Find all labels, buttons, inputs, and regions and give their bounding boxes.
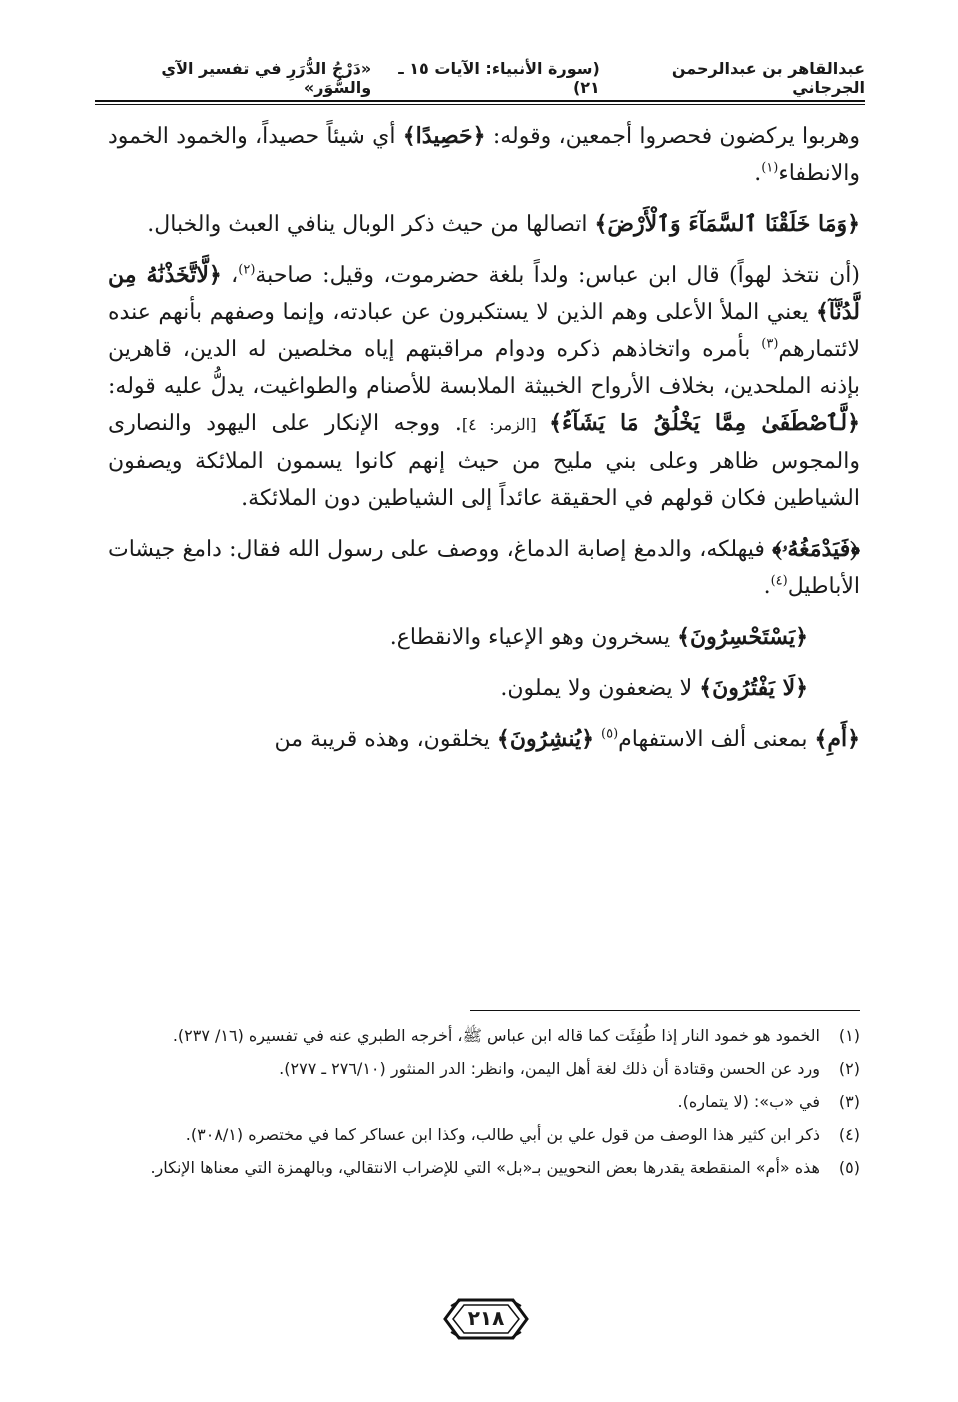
page-number: ٢١٨ [467, 1306, 505, 1330]
footnote-number: (٢) [838, 1059, 860, 1078]
footnote-text: الخمود هو خمود النار إذا طُفِئَت كما قاله ابن عباس ﷺ، أخرجه الطبري عنه في تفسيره (١٦/ ٢٣٧). [172, 1026, 820, 1045]
quran-quote: ﴿أَمِ﴾ [814, 726, 860, 752]
paragraph-7: ﴿أَمِ﴾ بمعنى ألف الاستفهام$^{(٥)}$ ﴿يُنشِرُونَ﴾ يخلقون، وهذه قريبة من [274, 726, 860, 752]
quran-quote: ﴿لَّٱصْطَفَىٰ مِمَّا يَخْلُقُ مَا يَشَآءُ﴾ [549, 410, 860, 436]
quran-quote: ﴿وَمَا خَلَقْنَا ٱلسَّمَآءَ وَٱلْأَرْضَ﴾ [594, 211, 860, 237]
quran-quote: ﴿لَا يَفْتُرُونَ﴾ [699, 675, 808, 701]
paragraph-4: ﴿فَيَدْمَغُهُۥ﴾ فيهلكه، والدمغ إصابة الدماغ، ووصف على رسول الله فقال: دامغ جيشات الأباطيل$^{(٤)}$. [108, 536, 860, 599]
header-author: عبدالقاهر بن عبدالرحمن الجرجاني [671, 59, 865, 97]
quran-quote: ﴿يُنشِرُونَ﴾ [496, 726, 595, 752]
footnote-ref[interactable]: (٢) [238, 262, 256, 278]
footnote-item [108, 1154, 860, 1181]
running-header [95, 56, 865, 100]
footnote-separator [470, 1010, 860, 1011]
footnote-text: ورد عن الحسن وقتادة أن ذلك لغة أهل اليمن، وانظر: الدر المنثور (٢٧٦/١٠ ـ ٢٧٧). [279, 1059, 820, 1078]
footnote-text: في «ب»: (لا يتماره). [677, 1092, 820, 1111]
footnote-number: (٤) [838, 1125, 860, 1144]
footnotes [108, 1022, 860, 1187]
header-book-title: «دَرْجُ الدُّرَرِ في تفسير الآي والسُّوَر» [161, 59, 372, 97]
quran-quote: ﴿لَّاتَّخَذْنَٰهُ مِن لَّدُنَّآ﴾ [108, 262, 860, 325]
quran-quote: ﴿فَيَدْمَغُهُۥ﴾ [772, 536, 860, 562]
footnote-number: (٣) [838, 1092, 860, 1111]
header-rule-thin [95, 104, 865, 105]
quran-quote: ﴿يَسْتَحْسِرُونَ﴾ [677, 624, 808, 650]
footnote-number: (١) [838, 1026, 860, 1045]
paragraph-6: ﴿لَا يَفْتُرُونَ﴾ لا يضعفون ولا يملون. [500, 675, 808, 701]
header-rule [95, 100, 865, 102]
paragraph-2: ﴿وَمَا خَلَقْنَا ٱلسَّمَآءَ وَٱلْأَرْضَ﴾ اتصالها من حيث ذكر الوبال ينافي العبث والخبال. [147, 211, 860, 237]
footnote-ref[interactable]: (٥) [601, 726, 619, 742]
paragraph-5: ﴿يَسْتَحْسِرُونَ﴾ يسخرون وهو الإعياء والانقطاع. [389, 624, 808, 650]
header-section: (سورة الأنبياء: الآيات ١٥ ـ ٢١) [398, 59, 600, 97]
quran-quote: ﴿حَصِيدًا﴾ [402, 123, 486, 149]
footnote-ref[interactable]: (٣) [761, 336, 779, 352]
paragraph-1: وهربوا يركضون فحصروا أجمعين، وقوله: ﴿حَصِيدًا﴾ أي شيئاً حصيداً، والخمود الخمود والانطفاء$^{(١)}$. [108, 123, 860, 186]
footnote-text: هذه «أم» المنقطعة يقدرها بعض النحويين بـ«بل» التي للإضراب الانتقالي، وبالهمزة التي معناها الإنكار. [150, 1158, 820, 1177]
footnote-item [108, 1121, 860, 1148]
main-text [108, 118, 860, 772]
footnote-text: ذكر ابن كثير هذا الوصف من قول علي بن أبي طالب، وكذا ابن عساكر كما في مختصره (٣٠٨/١). [185, 1125, 820, 1144]
footnote-number: (٥) [838, 1158, 860, 1177]
footnote-item [108, 1055, 860, 1082]
footnote-item [108, 1022, 860, 1049]
verse-reference: [الزمر: ٤] [461, 415, 550, 434]
paragraph-3: (أن نتخذ لهواً) قال ابن عباس: ولداً بلغة حضرموت، وقيل: صاحبة$^{(٢)}$، ﴿لَّاتَّخَذْنَٰهُ مِن لَّدُنَّآ﴾ يعني الملأ الأعلى وهم الذين لا يستكبرون عن عبادته، وإنما وصفهم بأنهم عنده لائتمارهم$^{(٣)}$ بأمره واتخاذهم ذكره ودوام مراقبتهم إياه مخلصين له الدين، قاهرين بإذنه الملحدين، بخلاف الأرواح الخبيثة الملابسة للأصنام والطواغيت، يدلُّ عليه قوله: ﴿لَّٱصْطَفَىٰ مِمَّا يَخْلُقُ مَا يَشَآءُ﴾ [الزمر: ٤]. ووجه الإنكار على اليهود والنصارى والمجوس ظاهر وعلى بني مليح من حيث إنهم كانوا يسمون الملائكة ويصفون الشياطين فكان قولهم في الحقيقة عائداً إلى الشياطين دون الملائكة. [108, 262, 860, 511]
footnote-ref[interactable]: (١) [761, 160, 779, 176]
footnote-ref[interactable]: (٤) [770, 573, 788, 589]
footnote-item [108, 1088, 860, 1115]
page-number-ornament [441, 1294, 531, 1344]
